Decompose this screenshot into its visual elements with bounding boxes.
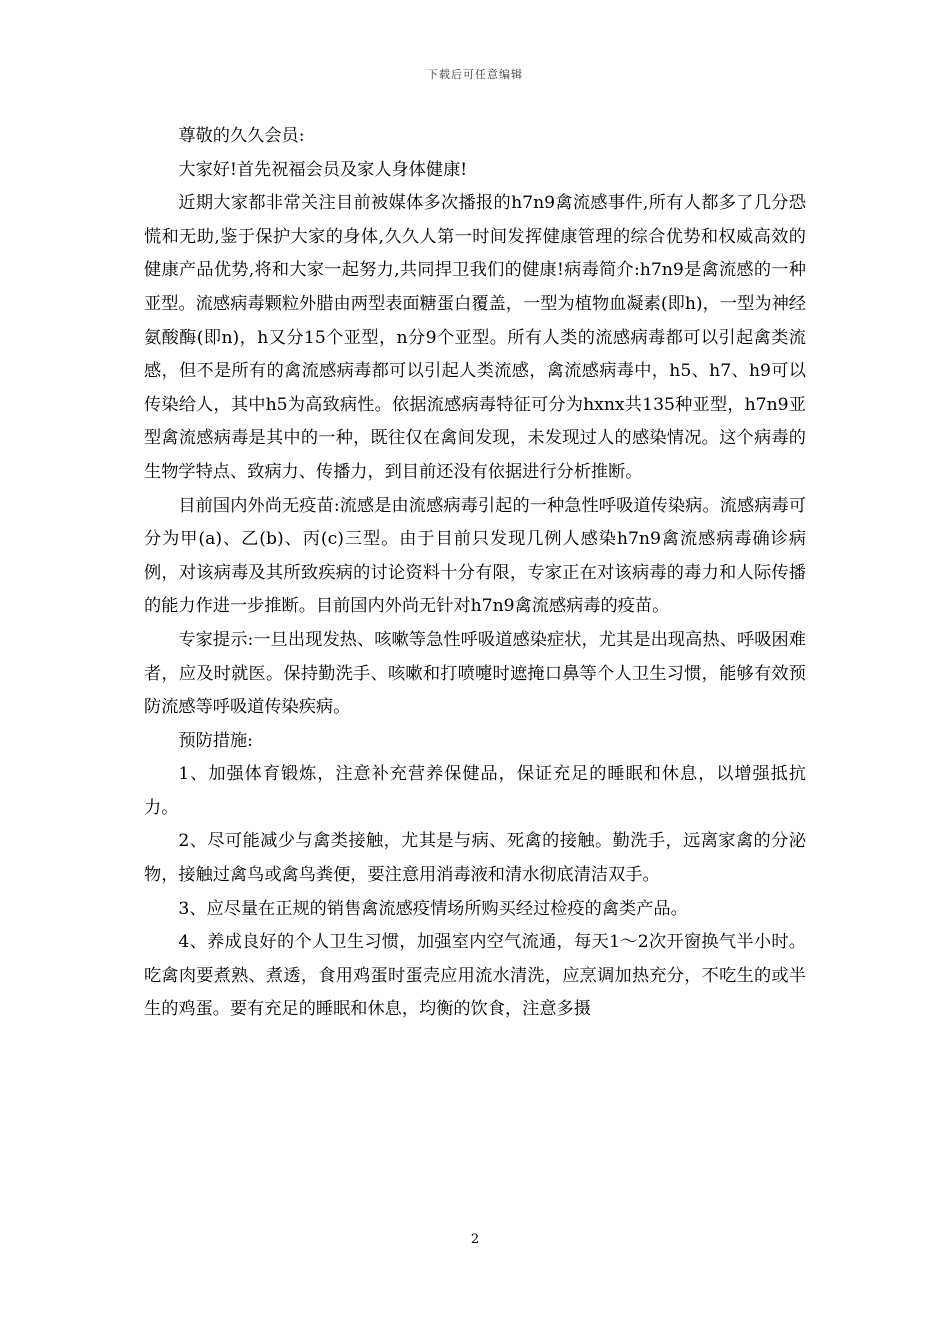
greeting: 尊敬的久久会员:	[178, 126, 305, 146]
measures-heading: 预防措施:	[178, 730, 253, 751]
page-number: 2	[470, 1232, 480, 1247]
opening-line: 大家好!首先祝福会员及家人身体健康!	[178, 159, 468, 180]
measure-item-1: 1、加强体育锻炼，注意补充营养保健品，保证充足的睡眠和休息，以增强抵抗力。	[144, 764, 806, 818]
vaccine-paragraph: 目前国内外尚无疫苗:流感是由流感病毒引起的一种急性呼吸道传染病。流感病毒可分为甲(a)、乙(b)、丙(c)三型。由于目前只发现几例人感染h7n9禽流感病毒确诊病例，对该病毒及其所致疾病的讨论资料十分有限，专家正在对该病毒的毒力和人际传播的能力作进一步推断。目前国内外尚无针对h7n9禽流感病毒的疫苗。	[144, 495, 806, 617]
measure-item-4: 4、养成良好的个人卫生习惯，加强室内空气流通，每天1～2次开窗换气半小时。吃禽肉要煮熟、煮透，食用鸡蛋时蛋壳应用流水清洗，应烹调加热充分，不吃生的或半生的鸡蛋。要有充足的睡眠和休息，均衡的饮食，注意多摄	[144, 932, 806, 1020]
measure-item-2: 2、尽可能减少与禽类接触，尤其是与病、死禽的接触。勤洗手，远离家禽的分泌物，接触过禽鸟或禽鸟粪便，要注意用消毒液和清水彻底清洁双手。	[144, 831, 806, 886]
document-body	[144, 120, 806, 1027]
measure-item-3: 3、应尽量在正规的销售禽流感疫情场所购买经过检疫的禽类产品。	[178, 898, 688, 919]
intro-paragraph: 近期大家都非常关注目前被媒体多次播报的h7n9禽流感事件,所有人都多了几分恐慌和无助,鉴于保护大家的身体,久久人第一时间发挥健康管理的综合优势和权威高效的健康产品优势,将和大家一起努力,共同捍卫我们的健康!病毒简介:h7n9是禽流感的一种亚型。流感病毒颗粒外腊由两型表面糖蛋白覆盖，一型为植物血凝素(即h)，一型为神经氨酸酶(即n)，h又分15个亚型，n分9个亚型。所有人类的流感病毒都可以引起禽类流感，但不是所有的禽流感病毒都可以引起人类流感，禽流感病毒中，h5、h7、h9可以传染给人，其中h5为高致病性。依据流感病毒特征可分为hxnx共135种亚型，h7n9亚型禽流感病毒是其中的一种，既往仅在禽间发现，未发现过人的感染情况。这个病毒的生物学特点、致病力、传播力，到目前还没有依据进行分析推断。	[144, 193, 806, 482]
expert-tip-paragraph: 专家提示:一旦出现发热、咳嗽等急性呼吸道感染症状，尤其是出现高热、呼吸困难者，应及时就医。保持勤洗手、咳嗽和打喷嚏时遮掩口鼻等个人卫生习惯，能够有效预防流感等呼吸道传染疾病。	[144, 629, 806, 718]
page-header: 下载后可任意编辑	[427, 68, 523, 81]
